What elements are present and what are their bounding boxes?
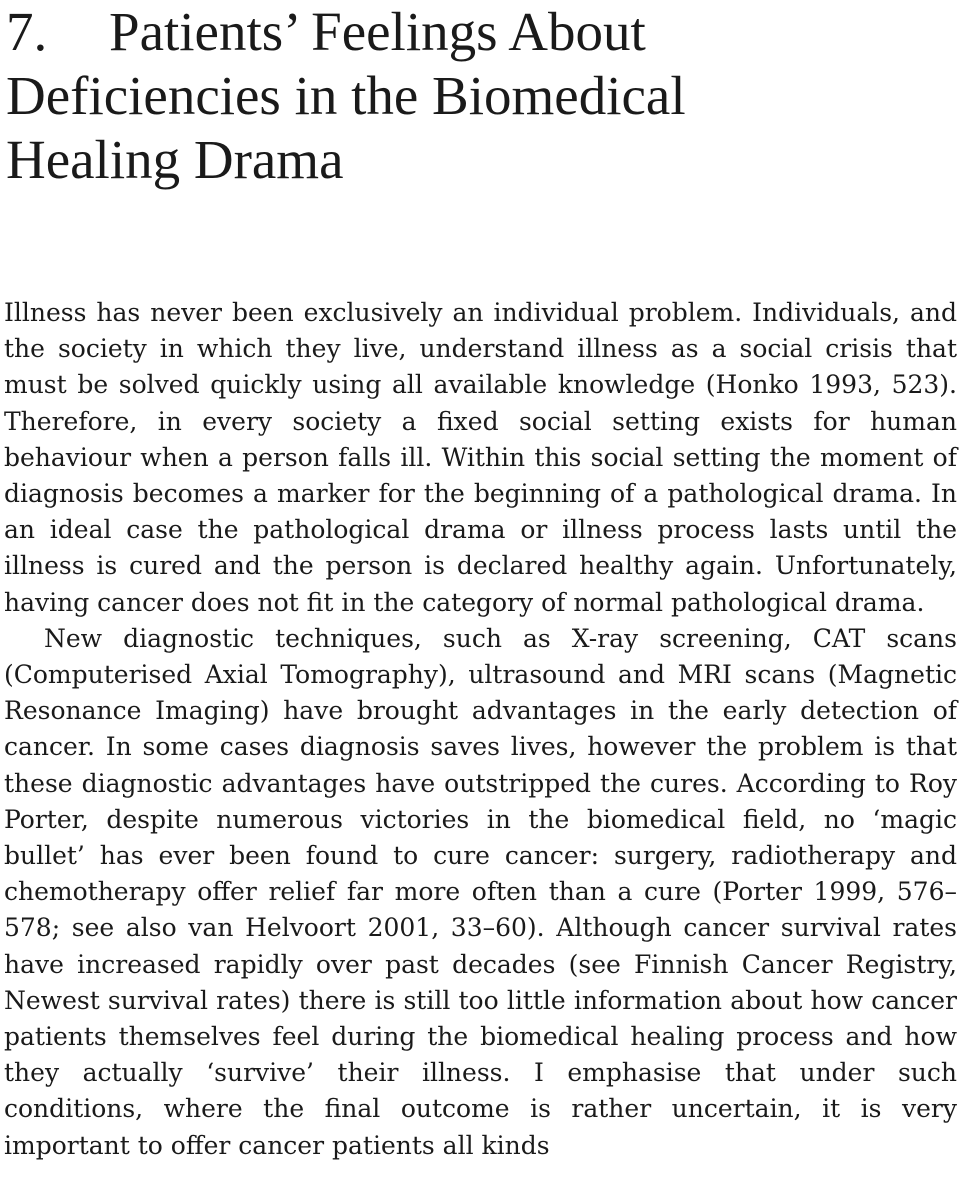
paragraph-1: Illness has never been exclusively an individual problem. Individuals, and the society in which they live, understand illness as a social crisis that must be solved quickly using all available knowledge (Honko 1993, 523). Therefore, in every society a fixed social setting exists for human behaviour when a person falls ill. Within this social setting the moment of diagnosis becomes a marker for the beginning of a pathological drama. In an ideal case the pathological drama or illness process lasts until the illness is cured and the person is declared healthy again. Unfortunately, having cancer does not fit in the category of normal pathological drama. xyxy=(4,298,957,617)
chapter-title-text-1: Patients’ Feelings About xyxy=(109,1,646,62)
chapter-title-line-2: Deficiencies in the Biomedical xyxy=(6,65,686,126)
chapter-number: 7. xyxy=(6,1,48,62)
chapter-title-line-1 xyxy=(6,0,946,64)
paragraph-2: New diagnostic techniques, such as X-ray screening, CAT scans (Computerised Axial Tomography), ultrasound and MRI scans (Magnetic Resonance Imaging) have brought advantages in the early detection of cancer. In some cases diagnosis saves lives, however the problem is that these diagnostic advantages have outstripped the cures. According to Roy Porter, despite numerous victories in the biomedical field, no ‘magic bullet’ has ever been found to cure cancer: surgery, radiotherapy and chemotherapy offer relief far more often than a cure (Porter 1999, 576–578; see also van Helvoort 2001, 33–60). Although cancer survival rates have increased rapidly over past decades (see Finnish Cancer Registry, Newest survival rates) there is still too little information about how cancer patients themselves feel during the biomedical healing process and how they actually ‘survive’ their illness. I emphasise that under such conditions, where the final outcome is rather uncertain, it is very important to offer cancer patients all kinds xyxy=(4,623,957,1160)
chapter-heading xyxy=(6,0,946,192)
chapter-title-line-3: Healing Drama xyxy=(6,129,344,190)
body-text xyxy=(4,295,957,1164)
